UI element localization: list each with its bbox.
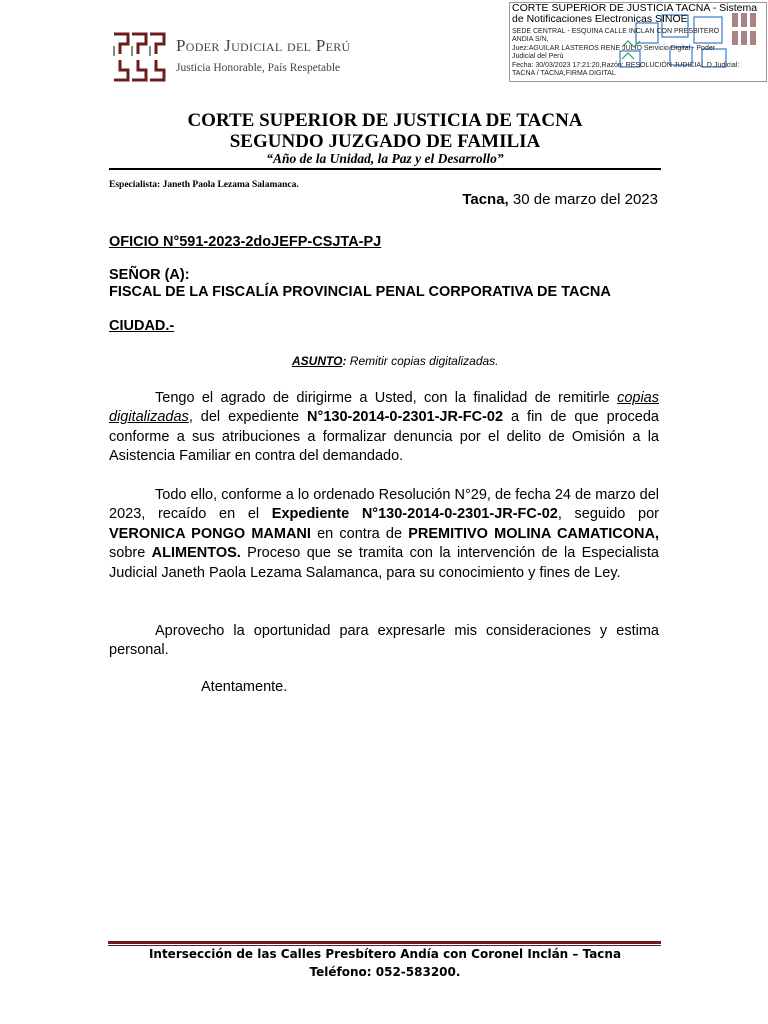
specialist-line: Especialista: Janeth Paola Lezama Salamanca. [109, 180, 299, 190]
paragraph-3: Aprovecho la oportunidad para expresarle mis consideraciones y estima personal. [109, 623, 659, 659]
closing: Atentamente. [201, 679, 288, 695]
institution-name: Poder Judicial del Perú [176, 36, 351, 55]
recipient-name: FISCAL DE LA FISCALÍA PROVINCIAL PENAL CORPORATIVA DE TACNA [109, 284, 611, 300]
oficio-number: OFICIO N°591-2023-2doJEFP-CSJTA-PJ [109, 234, 382, 250]
year-motto: “Año de la Unidad, la Paz y el Desarrollo” [266, 151, 504, 166]
stamp-header: CORTE SUPERIOR DE JUSTICIA TACNA - Sistema de Notificaciones Electronicas SINOE [512, 2, 758, 25]
poder-judicial-logo-icon [112, 32, 166, 82]
institution-motto: Justicia Honorable, País Respetable [176, 62, 341, 74]
footer-address: Intersección de las Calles Presbítero Andía con Coronel Inclán – Tacna [148, 947, 622, 961]
digital-signature-stamp [509, 2, 767, 82]
footer-divider-thin [108, 945, 661, 946]
stamp-details: SEDE CENTRAL - ESQUINA CALLE INCLAN CON PRESBITERO ANDIA S/N, Juez:AGUILAR LASTEROS RENE JULIO Servicio Digital - Poder Judicial del Perú Fecha: 30/03/2023 17:21:20,Razón: RESOLUCIÓN JUDICIAL,D.Judicial: TACNA / TACNA,FIRMA DIGITAL [512, 28, 740, 78]
footer-divider [108, 941, 661, 944]
subject-line: ASUNTO: Remitir copias digitalizadas. [292, 354, 499, 368]
court-name: CORTE SUPERIOR DE JUSTICIA DE TACNA [187, 110, 583, 131]
recipient-city: CIUDAD.- [109, 318, 175, 334]
document-date: Tacna, 30 de marzo del 2023 [462, 191, 658, 208]
header-divider [109, 168, 661, 170]
recipient-title: SEÑOR (A): [109, 267, 190, 283]
footer-phone: Teléfono: 052-583200. [309, 965, 461, 979]
paragraph-2: Todo ello, conforme a lo ordenado Resolución N°29, de fecha 24 de marzo del 2023, recaído en el Expediente N°130-2014-0-2301-JR-FC-02, seguido por VERONICA PONGO MAMANI en contra de PREMITIVO MOLINA CAMATICONA, sobre ALIMENTOS. Proceso que se tramita con la intervención de la Especialista Judicial Janeth Paola Lezama Salamanca, para su conocimiento y fines de Ley. [109, 487, 659, 581]
court-division: SEGUNDO JUZGADO DE FAMILIA [229, 131, 541, 152]
paragraph-1: Tengo el agrado de dirigirme a Usted, con la finalidad de remitirle copias digitalizadas, del expediente N°130-2014-0-2301-JR-FC-02 a fin de que proceda conforme a sus atribuciones a formalizar denuncia por el delito de Omisión a la Asistencia Familiar en contra del demandado. [109, 390, 659, 465]
